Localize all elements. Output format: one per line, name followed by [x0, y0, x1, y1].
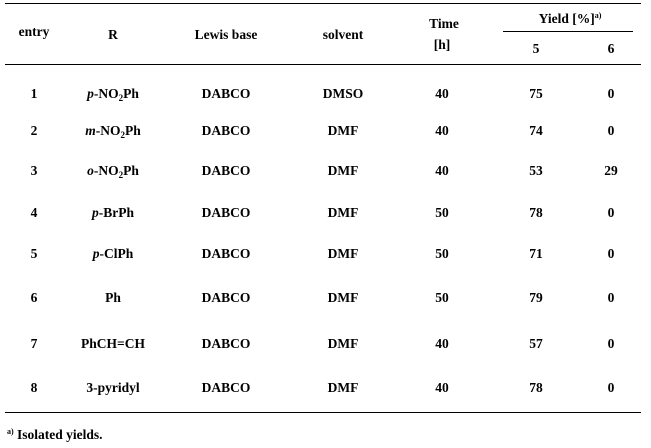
cell-yield-6: 0 — [607, 290, 615, 305]
header-yield — [539, 11, 602, 27]
r-prefix: p — [87, 86, 94, 101]
footnote — [7, 427, 103, 443]
cell-time: 50 — [435, 246, 449, 261]
r-main: -NO — [93, 163, 119, 178]
cell-yield-5: 71 — [529, 246, 543, 261]
cell-lewis-base: DABCO — [201, 336, 251, 351]
cell-yield-5: 53 — [529, 163, 543, 178]
footnote-mark: a) — [7, 427, 14, 436]
header-lewis-base: Lewis base — [194, 27, 258, 42]
cell-lewis-base: DABCO — [201, 290, 251, 305]
r-main: -BrPh — [98, 205, 134, 220]
r-main: Ph — [105, 290, 121, 305]
cell-time: 40 — [435, 336, 449, 351]
cell-r — [105, 290, 121, 306]
cell-yield-5: 75 — [529, 86, 543, 101]
cell-entry: 6 — [30, 290, 38, 305]
header-time-line1: Time — [429, 16, 459, 31]
cell-time: 40 — [435, 86, 449, 101]
table-bottom-rule — [5, 412, 641, 413]
cell-solvent: DMF — [327, 205, 359, 220]
cell-solvent: DMF — [327, 163, 359, 178]
cell-r — [81, 336, 145, 352]
cell-lewis-base: DABCO — [201, 123, 251, 138]
cell-yield-6: 0 — [607, 123, 615, 138]
cell-time: 40 — [435, 123, 449, 138]
r-prefix: p — [92, 205, 99, 220]
cell-entry: 3 — [30, 163, 38, 178]
cell-r — [87, 163, 139, 179]
yield-group-rule — [503, 31, 633, 32]
cell-solvent: DMSO — [322, 86, 364, 101]
r-prefix: m — [85, 123, 96, 138]
header-yield-note-mark: a) — [594, 11, 602, 20]
r-tail: Ph — [123, 163, 139, 178]
header-yield-label: Yield [%] — [538, 11, 595, 26]
cell-time: 40 — [435, 380, 449, 395]
cell-yield-5: 74 — [529, 123, 543, 138]
cell-entry: 7 — [30, 336, 38, 351]
r-prefix: o — [87, 163, 94, 178]
header-entry: entry — [18, 24, 50, 39]
header-bottom-rule — [5, 64, 641, 65]
cell-yield-6: 0 — [607, 246, 615, 261]
cell-lewis-base: DABCO — [201, 246, 251, 261]
cell-solvent: DMF — [327, 123, 359, 138]
header-yield-6: 6 — [607, 41, 615, 56]
cell-lewis-base: DABCO — [201, 380, 251, 395]
header-yield-5: 5 — [532, 41, 540, 56]
cell-time: 40 — [435, 163, 449, 178]
cell-solvent: DMF — [327, 290, 359, 305]
cell-solvent: DMF — [327, 380, 359, 395]
cell-lewis-base: DABCO — [201, 163, 251, 178]
cell-solvent: DMF — [327, 246, 359, 261]
cell-yield-6: 0 — [607, 380, 615, 395]
cell-r — [92, 205, 134, 221]
cell-r — [85, 123, 141, 139]
cell-yield-5: 78 — [529, 380, 543, 395]
cell-yield-6: 0 — [607, 205, 615, 220]
cell-yield-6: 0 — [607, 336, 615, 351]
cell-yield-6: 0 — [607, 86, 615, 101]
cell-entry: 2 — [30, 123, 38, 138]
cell-yield-5: 79 — [529, 290, 543, 305]
r-subscript: 2 — [118, 170, 124, 180]
cell-r — [86, 380, 139, 396]
cell-lewis-base: DABCO — [201, 86, 251, 101]
cell-yield-6: 29 — [604, 163, 618, 178]
cell-solvent: DMF — [327, 336, 359, 351]
header-solvent: solvent — [322, 27, 364, 42]
cell-entry: 8 — [30, 380, 38, 395]
r-prefix: p — [92, 246, 100, 261]
cell-lewis-base: DABCO — [201, 205, 251, 220]
cell-entry: 4 — [30, 205, 38, 220]
r-subscript: 2 — [118, 93, 124, 103]
r-main: -NO — [93, 86, 119, 101]
header-time-line2: [h] — [433, 37, 451, 52]
r-tail: Ph — [125, 123, 141, 138]
table-top-rule — [5, 3, 641, 4]
header-r: R — [108, 27, 118, 42]
cell-yield-5: 57 — [529, 336, 543, 351]
footnote-text: Isolated yields. — [13, 427, 103, 442]
r-main: -ClPh — [99, 246, 134, 261]
cell-time: 50 — [435, 290, 449, 305]
cell-entry: 1 — [30, 86, 38, 101]
r-main: PhCH=CH — [81, 336, 145, 351]
r-subscript: 2 — [120, 130, 125, 140]
r-main: 3-pyridyl — [86, 380, 140, 395]
cell-time: 50 — [435, 205, 449, 220]
cell-r — [87, 86, 139, 102]
r-tail: Ph — [123, 86, 139, 101]
r-main: -NO — [95, 123, 121, 138]
cell-yield-5: 78 — [529, 205, 543, 220]
cell-entry: 5 — [30, 246, 38, 261]
cell-r — [93, 246, 134, 262]
